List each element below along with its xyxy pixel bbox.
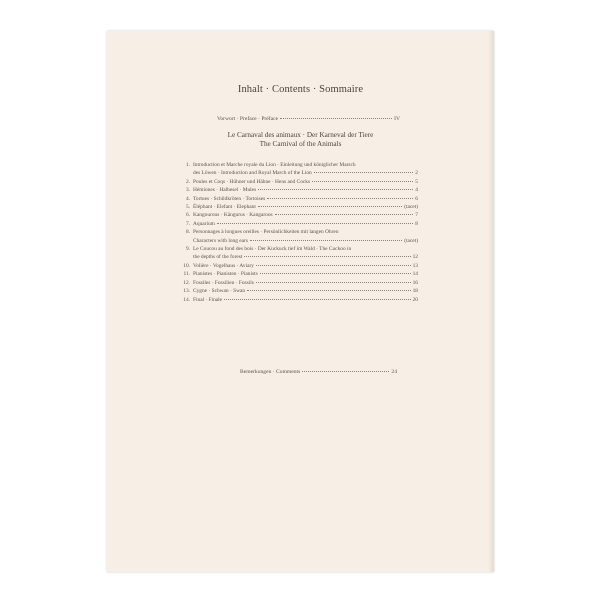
entry-title: Volière · Vogelhaus · Aviary <box>193 262 254 269</box>
comments-label: Bemerkungen · Comments <box>240 369 301 375</box>
toc-entry <box>175 178 418 186</box>
entry-title-line2: Characters with long ears <box>193 237 248 244</box>
leader-dots <box>314 172 414 173</box>
entry-page: 14 <box>412 271 418 278</box>
leader-dots <box>247 290 411 291</box>
entry-number: 5. <box>185 204 190 211</box>
entry-number: 9. <box>185 246 190 253</box>
leader-dots <box>258 189 413 190</box>
entry-page: 20 <box>412 296 418 303</box>
entry-page: 16 <box>412 279 418 286</box>
toc-entry <box>175 220 418 228</box>
entry-title-line2: the depths of the forest <box>193 254 243 261</box>
entry-number: 8. <box>185 229 190 236</box>
section-heading <box>107 131 494 149</box>
toc-entry <box>175 262 418 270</box>
preface-page: IV <box>394 116 400 122</box>
toc-entry <box>175 279 418 287</box>
leader-dots <box>312 181 413 182</box>
book-page <box>107 31 494 572</box>
entry-title: Poules et Coqs · Hühner und Hähne · Hens and Cocks <box>193 178 311 185</box>
toc-entry <box>175 296 418 304</box>
entry-page: 7 <box>415 212 418 219</box>
toc-entries <box>175 161 418 304</box>
entry-number: 13. <box>183 288 190 295</box>
preface-label: Vorwort · Preface · Préface <box>217 116 279 122</box>
toc-entry <box>175 287 418 295</box>
entry-title-line1: Personnages à longues oreilles · Persönlichkeiten mit langen Ohren <box>193 229 339 236</box>
entry-number: 3. <box>185 187 190 194</box>
leader-dots <box>244 256 410 257</box>
leader-dots <box>280 118 392 119</box>
leader-dots <box>267 198 413 199</box>
leader-dots <box>256 282 411 283</box>
comments-page: 24 <box>391 369 397 375</box>
entry-number: 6. <box>185 212 190 219</box>
leader-dots <box>302 371 389 372</box>
entry-title: Aquarium <box>193 220 215 227</box>
entry-title: Fossiles · Fossilien · Fossils <box>193 279 254 286</box>
entry-title-line1: Le Coucou au fond des bois · Der Kuckuck tief im Wald · The Cuckoo in <box>193 246 352 253</box>
entry-page: (tacet) <box>404 204 418 211</box>
entry-page: 4 <box>415 187 418 194</box>
entry-title: Pianistes · Pianisten · Pianists <box>193 271 258 278</box>
entry-page: 8 <box>415 220 418 227</box>
entry-number: 11. <box>183 271 190 278</box>
entry-page: 6 <box>415 195 418 202</box>
entry-title: Hémiones · Halbesel · Mules <box>193 187 257 194</box>
toc-entry <box>175 195 418 203</box>
entry-title: Éléphant · Elefant · Elephant <box>193 204 256 211</box>
entry-number: 7. <box>185 220 190 227</box>
entry-page: 13 <box>412 262 418 269</box>
section-heading-line2: The Carnival of the Animals <box>259 140 342 148</box>
leader-dots <box>275 214 414 215</box>
entry-number: 12. <box>183 279 190 286</box>
leader-dots <box>260 273 411 274</box>
entry-number: 2. <box>185 178 190 185</box>
toc-entry <box>175 270 418 278</box>
entry-page: 12 <box>412 254 418 261</box>
toc-entry <box>175 211 418 219</box>
entry-page: 2 <box>415 170 418 177</box>
page-edge-shadow <box>488 31 494 572</box>
toc-entry <box>175 203 418 211</box>
entry-page: 5 <box>415 178 418 185</box>
leader-dots <box>224 299 411 300</box>
entry-title: Tortues · Schildkröten · Tortoises <box>193 195 266 202</box>
entry-number: 4. <box>185 195 190 202</box>
toc-entry <box>175 161 418 178</box>
entry-title-line1: Introduction et Marche royale du Lion · Einleitung und königlicher Marsch <box>193 162 356 168</box>
entry-number: 14. <box>183 296 190 303</box>
section-heading-line1: Le Carnaval des animaux · Der Karneval der Tiere <box>227 131 374 139</box>
entry-page: (tacet) <box>404 237 418 244</box>
entry-title: Kangourous · Kängurus · Kangaroos <box>193 212 273 219</box>
toc-comments-line <box>240 369 397 376</box>
leader-dots <box>217 223 413 224</box>
leader-dots <box>256 265 411 266</box>
toc-preface-line <box>217 116 400 123</box>
leader-dots <box>250 240 402 241</box>
toc-entry <box>175 228 418 245</box>
entry-title: Cygne · Schwan · Swan <box>193 288 246 295</box>
entry-page: 18 <box>412 288 418 295</box>
leader-dots <box>258 206 402 207</box>
page-title: Inhalt · Contents · Sommaire <box>237 84 364 95</box>
entry-number: 1. <box>185 162 190 168</box>
entry-number: 10. <box>183 262 190 269</box>
entry-title: Final · Finale <box>193 296 223 303</box>
toc-entry <box>175 245 418 262</box>
entry-title-line2: des Löwen · Introduction and Royal March of the Lion <box>193 170 312 177</box>
toc-entry <box>175 186 418 194</box>
